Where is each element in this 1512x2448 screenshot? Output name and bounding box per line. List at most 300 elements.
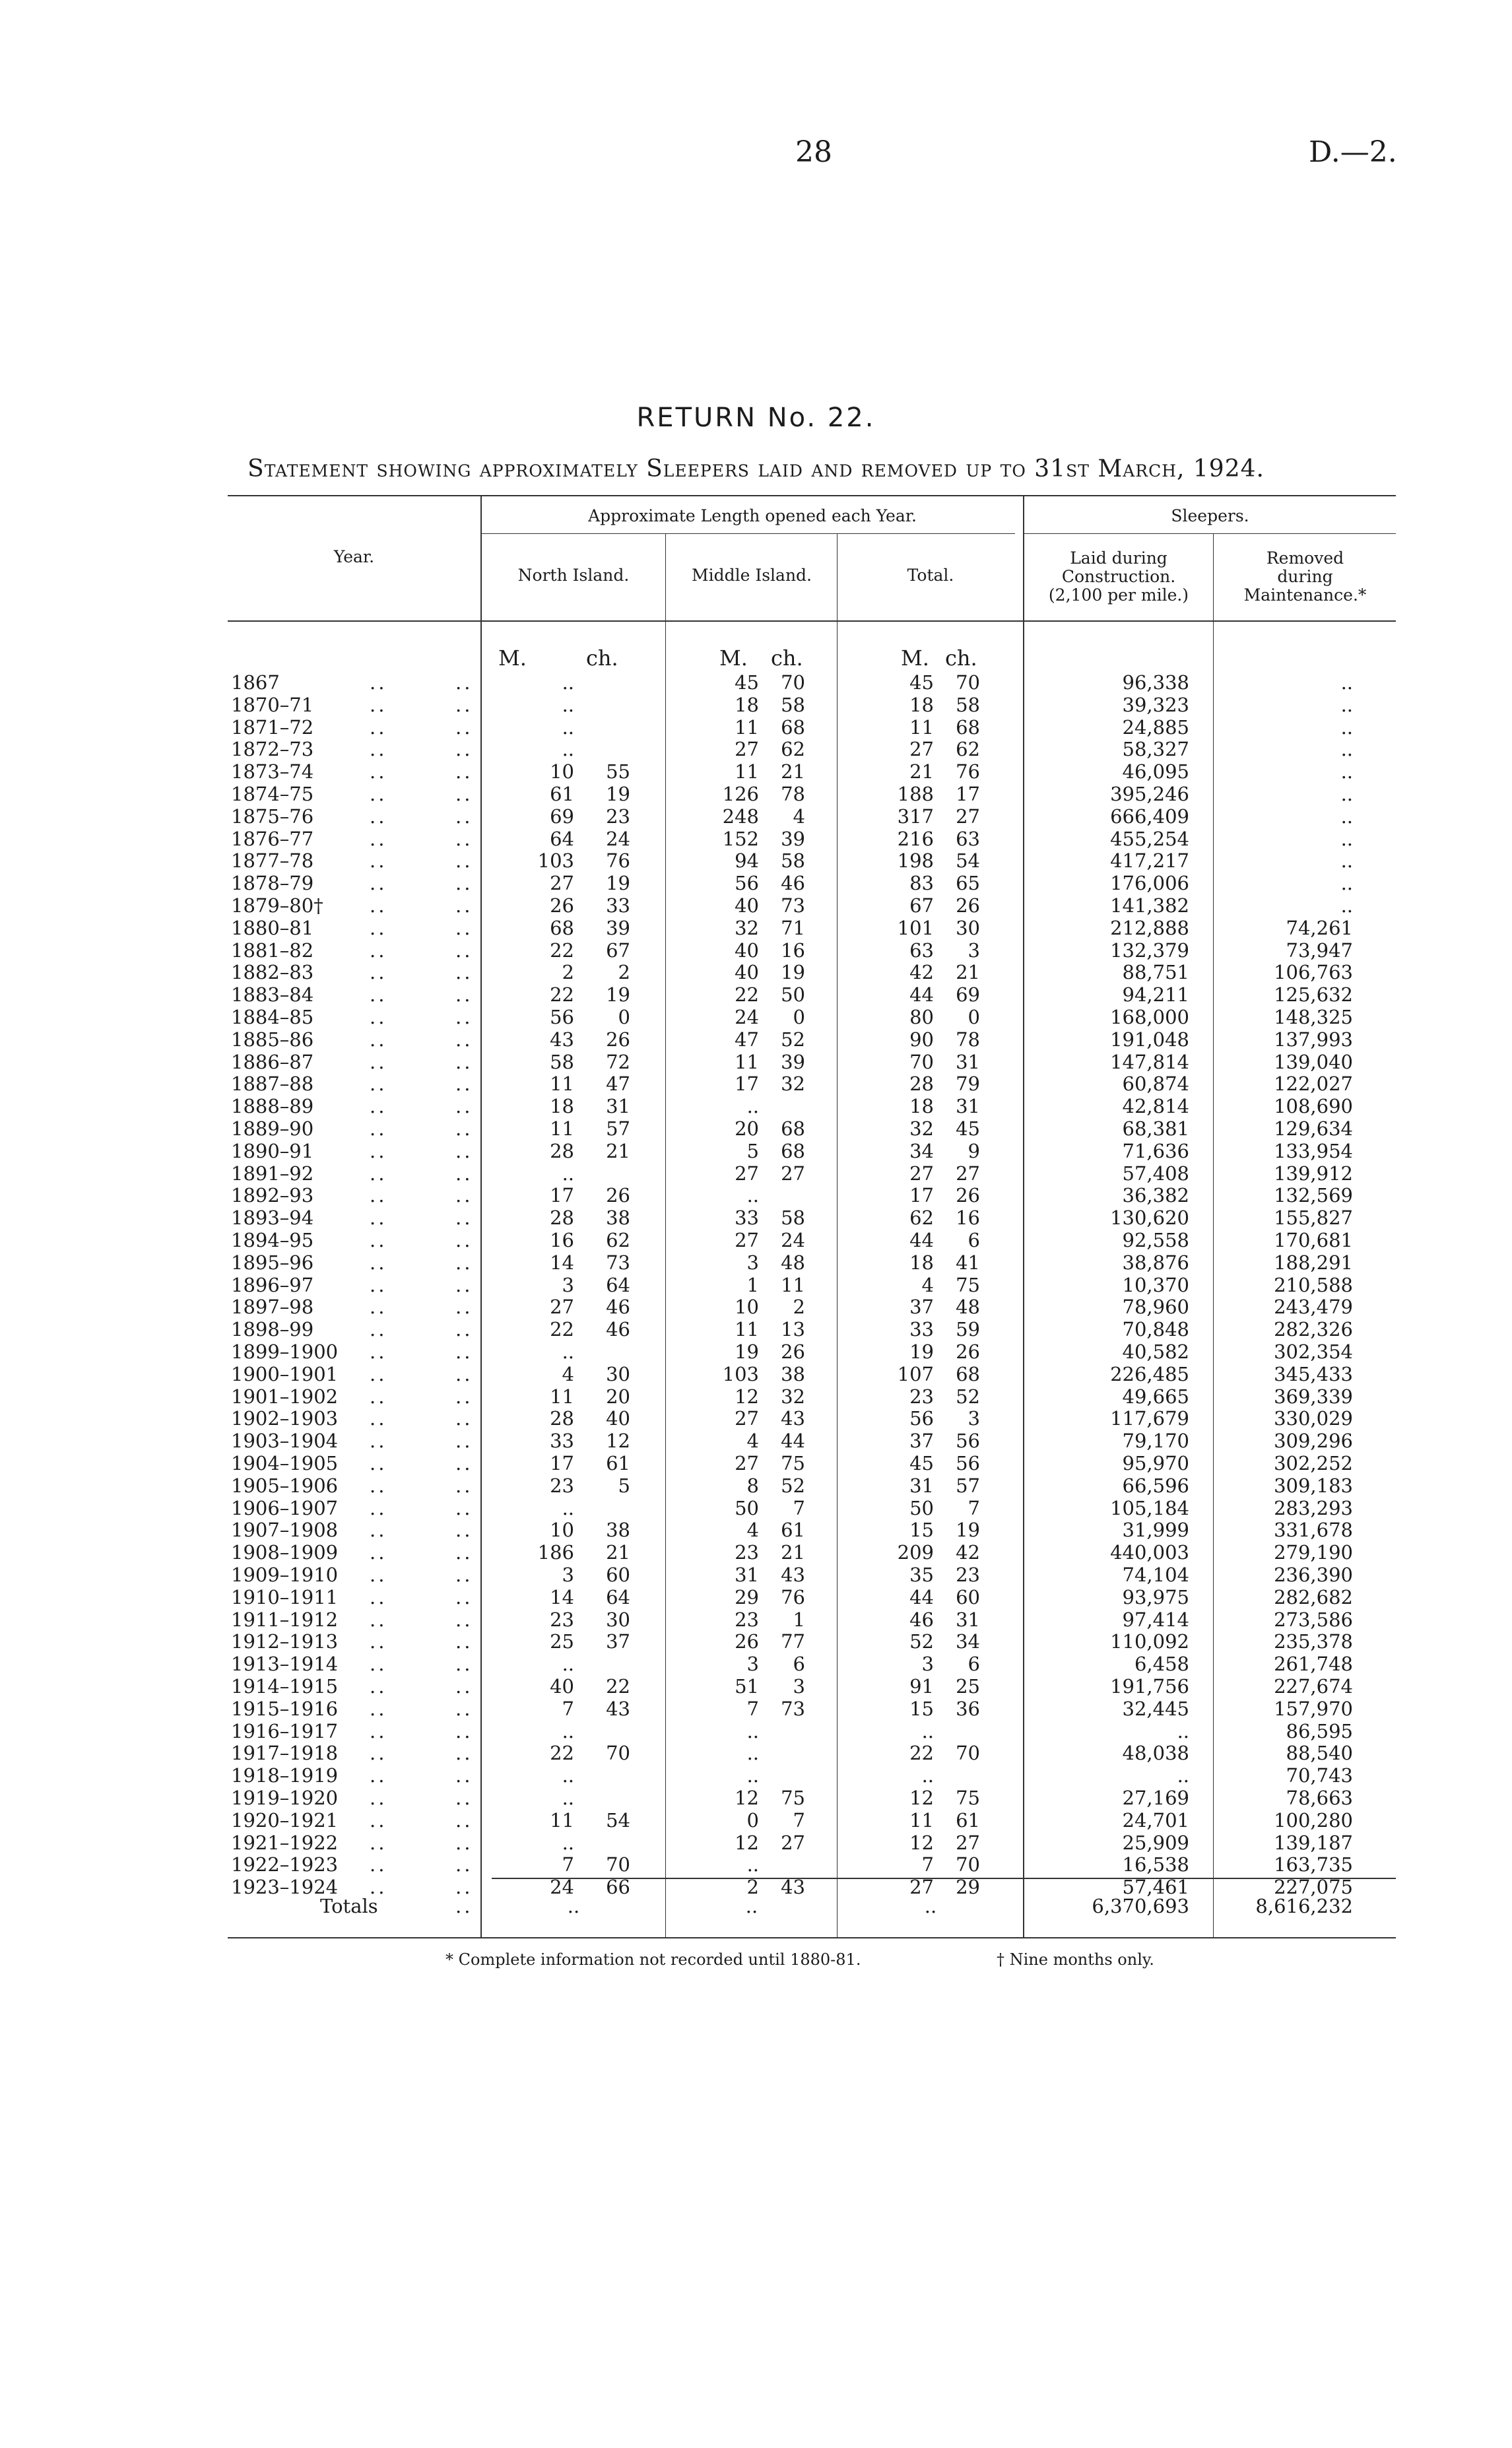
north-chains: 39 [606,916,630,939]
total-miles: 18 [909,1251,934,1274]
total-miles: 15 [909,1697,934,1720]
total-miles: 37 [909,1430,934,1453]
north-chains: 21 [606,1139,630,1162]
row-year: 1900–1901 [231,1362,339,1385]
total-miles: 216 [897,827,934,850]
total-miles: 80 [909,1006,934,1028]
sleepers-removed: 133,954 [1274,1139,1353,1162]
north-miles: 69 [550,805,574,828]
total-miles: 18 [909,1095,934,1118]
total-miles: 28 [909,1073,934,1096]
sleepers-removed: 282,682 [1274,1585,1353,1608]
middle-chains: 48 [781,1251,805,1274]
total-chains: 63 [956,827,980,850]
total-chains: 70 [956,671,980,694]
middle-miles: 2 [746,1876,759,1899]
middle-miles: 7 [746,1697,759,1720]
sleepers-removed: 106,763 [1274,961,1353,984]
north-miles: 56 [550,1006,574,1028]
row-year: 1879–80† [231,894,323,917]
sleepers-laid: 60,874 [1122,1073,1189,1096]
middle-miles: 1 [746,1273,759,1296]
row-leader-dots: .. [370,1697,387,1720]
row-leader-dots: .. [455,738,473,761]
row-leader-dots: .. [455,1519,473,1542]
row-year: 1878–79 [231,872,314,895]
total-chains: 70 [956,1853,980,1876]
row-leader-dots: .. [370,1139,387,1162]
row-year: 1923–1924 [231,1876,339,1899]
total-chains: 31 [956,1095,980,1118]
sleepers-removed: 345,433 [1274,1362,1353,1385]
header-laid-line: Laid during [1070,548,1167,568]
sleepers-laid: 78,960 [1122,1296,1189,1319]
middle-chains: 61 [781,1519,805,1542]
north-miles: 103 [537,849,574,873]
row-leader-dots: .. [455,983,473,1007]
north-miles: 7 [562,1697,574,1720]
middle-chains: 27 [781,1162,805,1185]
return-title: RETURN No. 22. [636,403,876,433]
row-year: 1880–81 [231,916,314,939]
sleepers-laid: 24,701 [1122,1808,1189,1832]
row-leader-dots: .. [455,1564,473,1586]
row-leader-dots: .. [370,983,387,1007]
total-miles: 4 [921,1273,934,1296]
north-chains: 66 [606,1876,630,1899]
north-miles: .. [562,671,574,694]
total-miles: 35 [909,1564,934,1586]
middle-chains: 0 [793,1006,805,1028]
north-chains: 38 [606,1207,630,1230]
north-miles: 22 [550,939,574,962]
total-miles: 7 [921,1853,934,1876]
sleepers-removed: 73,947 [1286,939,1353,962]
row-leader-dots: .. [370,1585,387,1608]
middle-miles: 23 [735,1541,759,1564]
row-year: 1915–1916 [231,1697,339,1720]
header-laid-line: Construction. [1061,567,1176,586]
total-chains: 75 [956,1787,980,1809]
middle-chains: 24 [781,1229,805,1251]
row-leader-dots: .. [370,671,387,694]
sleepers-laid: 48,038 [1122,1742,1189,1765]
total-chains: 56 [956,1452,980,1474]
page-reference: D.—2. [1309,135,1397,169]
row-year: 1882–83 [231,961,314,984]
row-year: 1910–1911 [231,1585,339,1608]
statement-title: Statement showing approximately Sleepers laid and removed up to 31st March, 1924. [247,455,1265,482]
middle-miles: 5 [746,1139,759,1162]
row-year: 1901–1902 [231,1385,339,1408]
header-removed-line: Maintenance.* [1243,585,1367,605]
sleepers-laid: 191,756 [1110,1675,1189,1698]
middle-chains: 43 [781,1407,805,1430]
sleepers-laid: 27,169 [1122,1787,1189,1809]
middle-chains: 62 [781,738,805,761]
row-year: 1888–89 [231,1095,314,1118]
sleepers-laid: 6,458 [1134,1653,1189,1676]
total-miles: 19 [909,1340,934,1363]
sleepers-laid: 92,558 [1122,1229,1189,1251]
north-chains: 30 [606,1608,630,1631]
total-miles: 27 [909,1876,934,1899]
middle-miles: 50 [735,1496,759,1519]
total-miles: 83 [909,872,934,895]
middle-chains: 7 [793,1496,805,1519]
header-sleepers: Sleepers. [1171,506,1249,525]
north-chains: 12 [606,1430,630,1453]
row-leader-dots: .. [370,1474,387,1497]
table-bottom-rule [228,1937,1396,1938]
north-miles: .. [562,715,574,739]
middle-miles: .. [746,1719,759,1742]
north-chains: 43 [606,1697,630,1720]
row-leader-dots: .. [370,1831,387,1854]
sleepers-laid: 42,814 [1122,1095,1189,1118]
row-leader-dots: .. [455,872,473,895]
sleepers-laid: 66,596 [1122,1474,1189,1497]
row-leader-dots: .. [370,1318,387,1341]
middle-chains: 52 [781,1474,805,1497]
sleepers-removed: .. [1340,783,1353,805]
column-divider [1213,533,1214,1937]
north-miles: .. [562,1719,574,1742]
total-miles: 15 [909,1519,934,1542]
total-chains: 78 [956,1028,980,1051]
north-miles: 24 [550,1876,574,1899]
sleepers-removed: 139,040 [1274,1050,1353,1073]
middle-miles: 33 [735,1207,759,1230]
row-year: 1906–1907 [231,1496,339,1519]
unit-miles: M. [498,645,527,671]
sleepers-removed: 302,354 [1274,1340,1353,1363]
row-year: 1905–1906 [231,1474,339,1497]
sleepers-laid: 24,885 [1122,715,1189,739]
middle-miles: 11 [735,1050,759,1073]
middle-miles: 31 [735,1564,759,1586]
total-miles: 42 [909,961,934,984]
header-year: Year. [333,547,375,566]
north-chains: 23 [606,805,630,828]
middle-chains: 75 [781,1787,805,1809]
row-leader-dots: .. [455,961,473,984]
row-leader-dots: .. [455,1385,473,1408]
row-leader-dots: .. [370,1519,387,1542]
north-miles: 28 [550,1139,574,1162]
total-miles: 91 [909,1675,934,1698]
totals-laid: 6,370,693 [1092,1895,1189,1917]
sleepers-laid: 31,999 [1122,1519,1189,1542]
row-year: 1890–91 [231,1139,314,1162]
middle-chains: 39 [781,1050,805,1073]
sleepers-laid: 440,003 [1110,1541,1189,1564]
row-year: 1871–72 [231,715,314,739]
sleepers-laid: 226,485 [1110,1362,1189,1385]
middle-miles: 0 [746,1808,759,1832]
middle-miles: 27 [735,738,759,761]
row-leader-dots: .. [455,693,473,716]
unit-chains: ch. [586,645,618,671]
middle-chains: 76 [781,1585,805,1608]
row-leader-dots: .. [370,1251,387,1274]
north-chains: 64 [606,1585,630,1608]
total-miles: 44 [909,1585,934,1608]
row-leader-dots: .. [370,939,387,962]
middle-miles: 26 [735,1630,759,1653]
north-chains: 55 [606,760,630,783]
row-leader-dots: .. [455,1207,473,1230]
middle-chains: 43 [781,1876,805,1899]
middle-chains: 68 [781,1117,805,1140]
middle-miles: 17 [735,1073,759,1096]
middle-chains: 52 [781,1028,805,1051]
sleepers-laid: 88,751 [1122,961,1189,984]
total-chains: 3 [968,1407,980,1430]
north-miles: 17 [550,1184,574,1207]
row-leader-dots: .. [370,1808,387,1832]
row-leader-dots: .. [455,1452,473,1474]
row-year: 1899–1900 [231,1340,339,1363]
total-chains: 34 [956,1630,980,1653]
row-leader-dots: .. [455,939,473,962]
total-chains: 70 [956,1742,980,1765]
sleepers-laid: 95,970 [1122,1452,1189,1474]
row-leader-dots: .. [455,783,473,805]
sleepers-laid: 132,379 [1110,939,1189,962]
sleepers-laid: 10,370 [1122,1273,1189,1296]
north-miles: 28 [550,1407,574,1430]
sleepers-removed: 236,390 [1274,1564,1353,1586]
row-year: 1885–86 [231,1028,314,1051]
north-chains: 20 [606,1385,630,1408]
row-leader-dots: .. [370,1564,387,1586]
middle-miles: 23 [735,1608,759,1631]
middle-miles: 248 [722,805,759,828]
middle-miles: 20 [735,1117,759,1140]
middle-chains: 11 [781,1273,805,1296]
row-leader-dots: .. [455,1630,473,1653]
totals-total: .. [924,1895,937,1917]
sleepers-removed: .. [1340,693,1353,716]
north-miles: 61 [550,783,574,805]
total-miles: 22 [909,1742,934,1765]
middle-chains: 4 [793,805,805,828]
sleepers-removed: 235,378 [1274,1630,1353,1653]
row-leader-dots: .. [370,1719,387,1742]
north-miles: 186 [537,1541,574,1564]
north-chains: 22 [606,1675,630,1698]
total-miles: 11 [909,715,934,739]
north-chains: 76 [606,849,630,873]
total-miles: 198 [897,849,934,873]
north-chains: 37 [606,1630,630,1653]
row-leader-dots: .. [370,1162,387,1185]
north-chains: 46 [606,1318,630,1341]
north-miles: 16 [550,1229,574,1251]
north-chains: 46 [606,1296,630,1319]
north-chains: 67 [606,939,630,962]
sleepers-removed: 302,252 [1274,1452,1353,1474]
total-chains: 45 [956,1117,980,1140]
totals-middle: .. [745,1895,758,1917]
total-miles: 90 [909,1028,934,1051]
north-miles: 18 [550,1095,574,1118]
total-chains: 68 [956,715,980,739]
row-leader-dots: .. [455,1430,473,1453]
total-miles: 188 [897,783,934,805]
total-miles: 107 [897,1362,934,1385]
sleepers-laid: .. [1177,1764,1189,1787]
north-miles: .. [562,738,574,761]
total-miles: 31 [909,1474,934,1497]
middle-miles: 4 [746,1430,759,1453]
middle-chains: 68 [781,1139,805,1162]
row-leader-dots: .. [455,1474,473,1497]
north-chains: 2 [618,961,630,984]
middle-miles: 47 [735,1028,759,1051]
north-chains: 26 [606,1184,630,1207]
total-chains: 7 [968,1496,980,1519]
row-year: 1873–74 [231,760,314,783]
row-leader-dots: .. [370,1452,387,1474]
row-leader-dots: .. [370,894,387,917]
row-leader-dots: .. [455,1719,473,1742]
total-miles: 52 [909,1630,934,1653]
row-leader-dots: .. [370,1653,387,1676]
total-chains: 41 [956,1251,980,1274]
middle-miles: 19 [735,1340,759,1363]
sleepers-removed: .. [1340,738,1353,761]
sleepers-removed: 137,993 [1274,1028,1353,1051]
sleepers-removed: 86,595 [1286,1719,1353,1742]
row-year: 1894–95 [231,1229,314,1251]
row-year: 1896–97 [231,1273,314,1296]
sleepers-laid: 417,217 [1110,849,1189,873]
row-leader-dots: .. [455,1028,473,1051]
sleepers-removed: 369,339 [1274,1385,1353,1408]
middle-miles: 45 [735,671,759,694]
north-miles: 3 [562,1564,574,1586]
sleepers-laid: 93,975 [1122,1585,1189,1608]
middle-miles: 12 [735,1787,759,1809]
sleepers-laid: 40,582 [1122,1340,1189,1363]
row-leader-dots: .. [455,1162,473,1185]
middle-miles: 11 [735,760,759,783]
north-miles: 10 [550,760,574,783]
sleepers-laid: 117,679 [1110,1407,1189,1430]
middle-miles: 12 [735,1831,759,1854]
sleepers-removed: 210,588 [1274,1273,1353,1296]
north-chains: 33 [606,894,630,917]
sleepers-laid: 130,620 [1110,1207,1189,1230]
north-miles: .. [562,1340,574,1363]
north-miles: 43 [550,1028,574,1051]
sleepers-laid: 36,382 [1122,1184,1189,1207]
north-chains: 54 [606,1808,630,1832]
row-leader-dots: .. [455,760,473,783]
sleepers-removed: 74,261 [1286,916,1353,939]
north-miles: 68 [550,916,574,939]
total-chains: 19 [956,1519,980,1542]
sleepers-removed: .. [1340,671,1353,694]
total-miles: .. [921,1719,934,1742]
sleepers-removed: .. [1340,715,1353,739]
sleepers-laid: 97,414 [1122,1608,1189,1631]
totals-leader-dots: .. [455,1895,473,1917]
row-year: 1911–1912 [231,1608,339,1631]
sleepers-laid: 105,184 [1110,1496,1189,1519]
row-leader-dots: .. [370,1095,387,1118]
row-leader-dots: .. [455,1764,473,1787]
north-chains: 61 [606,1452,630,1474]
middle-miles: .. [746,1764,759,1787]
sleepers-laid: 176,006 [1110,872,1189,895]
row-leader-dots: .. [370,1296,387,1319]
row-year: 1891–92 [231,1162,314,1185]
sleepers-laid: 74,104 [1122,1564,1189,1586]
header-bottom-rule [228,620,1396,622]
row-leader-dots: .. [370,849,387,873]
row-leader-dots: .. [455,1340,473,1363]
row-year: 1920–1921 [231,1808,339,1832]
north-chains: 47 [606,1073,630,1096]
total-miles: 11 [909,1808,934,1832]
sleepers-removed: 139,187 [1274,1831,1353,1854]
row-leader-dots: .. [370,1050,387,1073]
total-chains: 60 [956,1585,980,1608]
row-leader-dots: .. [370,1362,387,1385]
total-chains: 27 [956,805,980,828]
row-leader-dots: .. [370,1787,387,1809]
middle-miles: 11 [735,1318,759,1341]
row-leader-dots: .. [455,1251,473,1274]
row-year: 1903–1904 [231,1430,339,1453]
north-miles: .. [562,1764,574,1787]
sleepers-removed: 331,678 [1274,1519,1353,1542]
row-leader-dots: .. [370,1876,387,1899]
total-miles: 101 [897,916,934,939]
header-total: Total. [907,566,954,585]
row-leader-dots: .. [370,1496,387,1519]
total-chains: 30 [956,916,980,939]
sleepers-removed: 227,674 [1274,1675,1353,1698]
sleepers-removed: .. [1340,827,1353,850]
row-leader-dots: .. [370,1117,387,1140]
sleepers-laid: 191,048 [1110,1028,1189,1051]
middle-miles: 152 [722,827,759,850]
row-year: 1872–73 [231,738,314,761]
total-chains: 58 [956,693,980,716]
row-leader-dots: .. [455,1675,473,1698]
north-miles: 11 [550,1385,574,1408]
total-miles: 46 [909,1608,934,1631]
total-chains: 76 [956,760,980,783]
row-leader-dots: .. [455,1808,473,1832]
row-year: 1904–1905 [231,1452,339,1474]
row-leader-dots: .. [370,1028,387,1051]
total-chains: 68 [956,1362,980,1385]
total-chains: 16 [956,1207,980,1230]
row-leader-dots: .. [455,671,473,694]
sleepers-removed: 273,586 [1274,1608,1353,1631]
row-leader-dots: .. [455,1831,473,1854]
sleepers-removed: .. [1340,894,1353,917]
row-year: 1921–1922 [231,1831,339,1854]
middle-miles: 51 [735,1675,759,1698]
total-miles: 34 [909,1139,934,1162]
middle-chains: 43 [781,1564,805,1586]
